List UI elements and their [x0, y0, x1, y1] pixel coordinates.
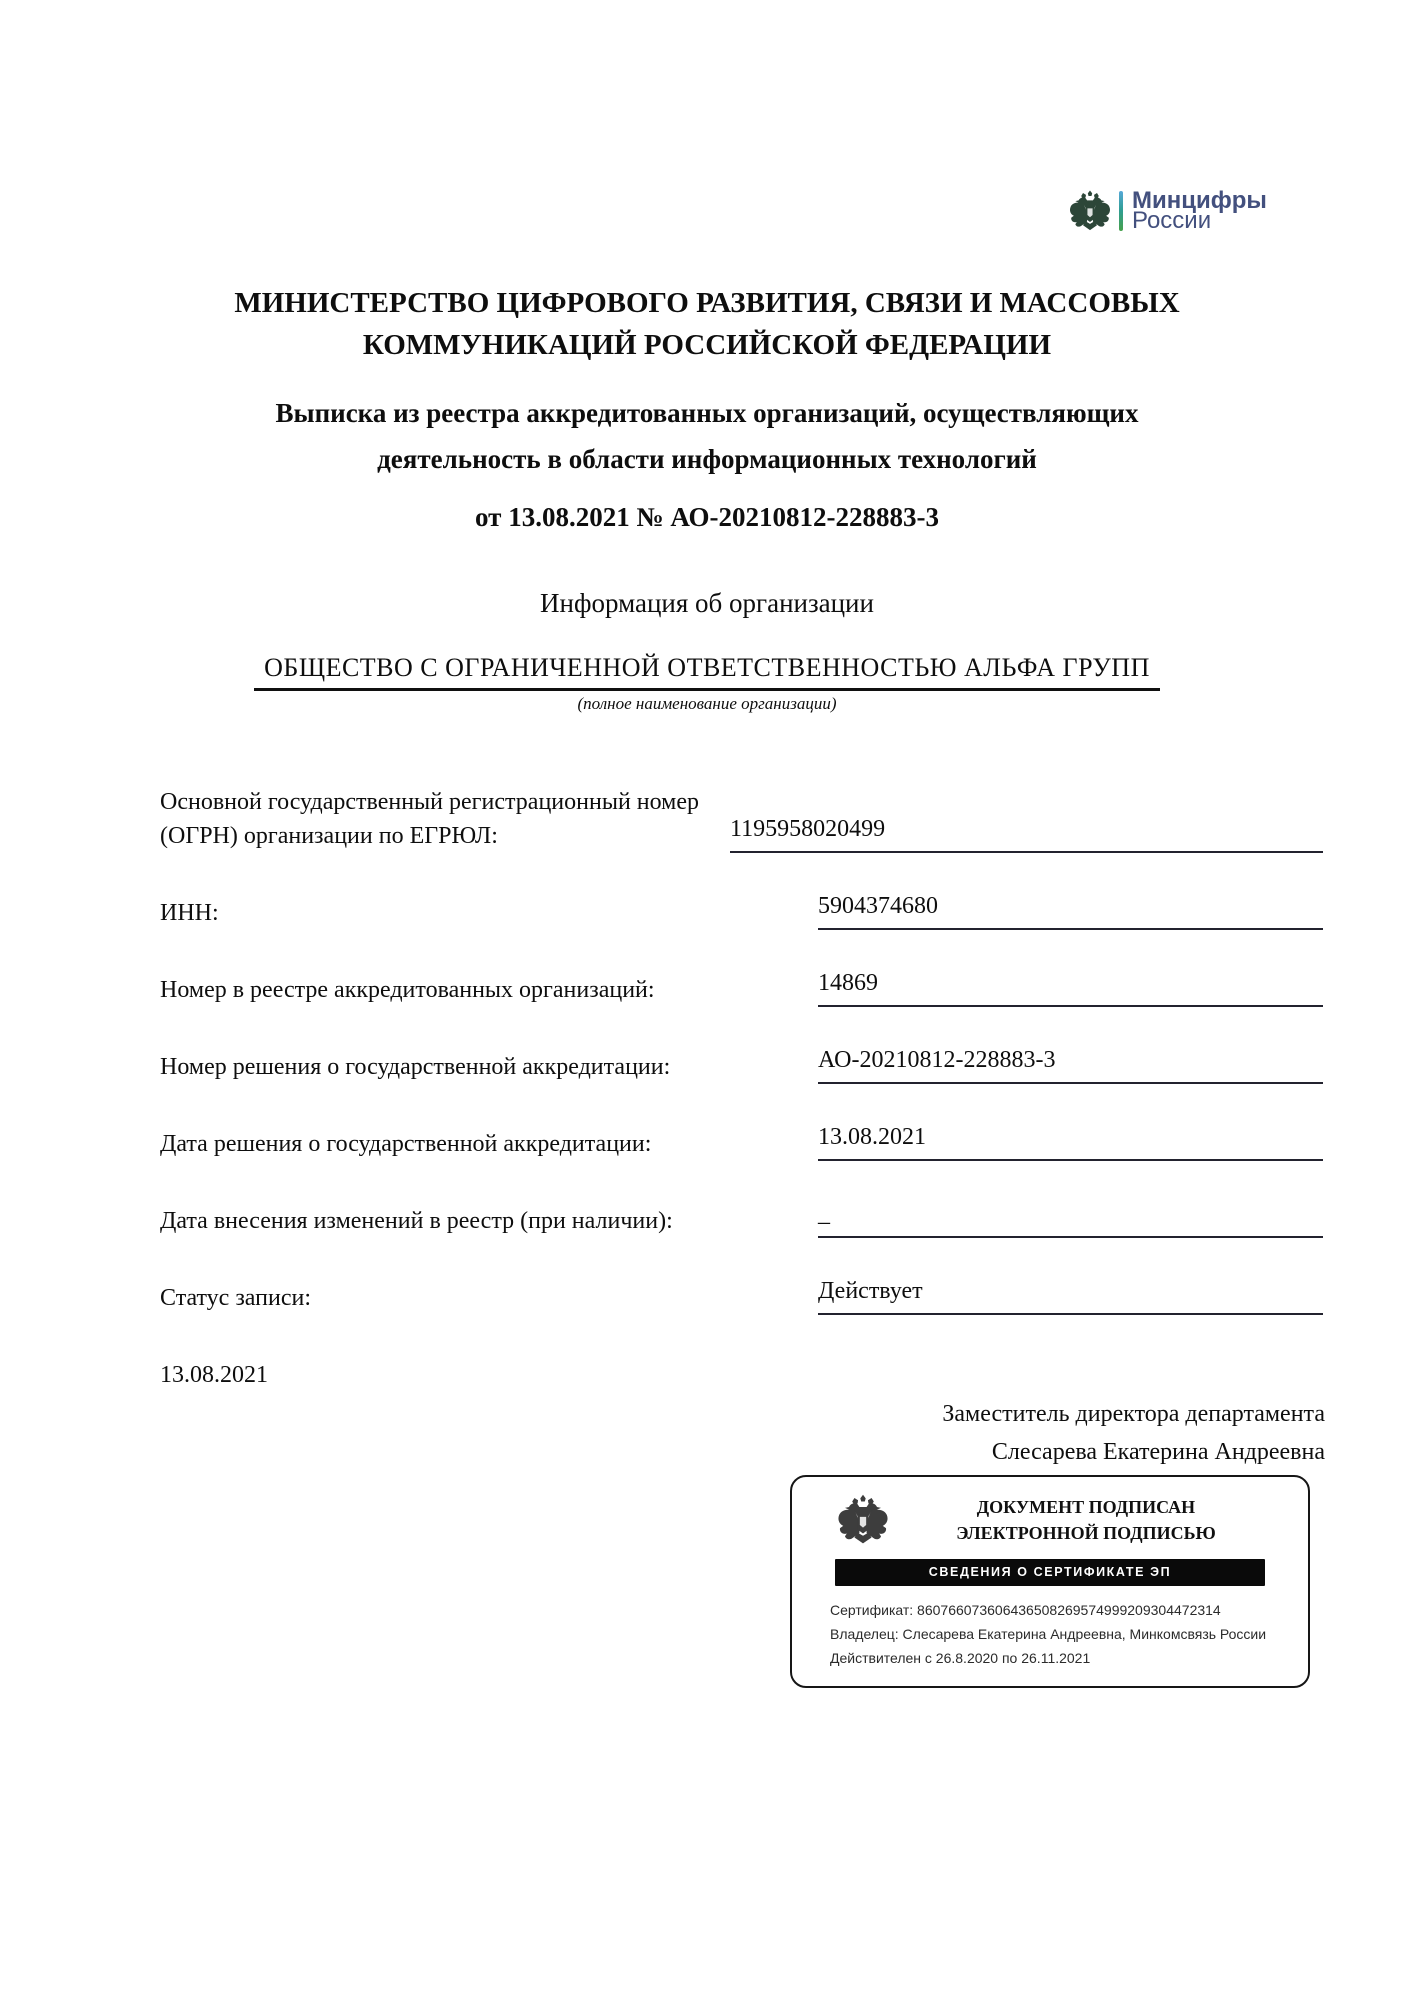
logo-subtitle: России — [1132, 207, 1212, 234]
mincifry-logo — [1068, 188, 1267, 234]
signer-position: Заместитель директора департамента — [942, 1401, 1325, 1427]
field-row-ogrn — [160, 785, 1323, 853]
field-label: Номер решения о государственной аккредитации: — [160, 1054, 671, 1080]
field-label: Основной государственный регистрационный номер (ОГРН) организации по ЕГРЮЛ: — [160, 789, 700, 849]
certificate-details — [830, 1598, 1286, 1670]
logo-divider — [1119, 191, 1123, 231]
certificate-owner-line: Владелец: Слесарева Екатерина Андреевна, Минкомсвязь России — [830, 1626, 1267, 1642]
field-value: 14869 — [818, 968, 1323, 1007]
signer-name: Слесарева Екатерина Андреевна — [991, 1439, 1325, 1465]
coat-of-arms-icon — [836, 1491, 890, 1549]
field-row-change-date — [160, 1199, 1323, 1238]
field-value: _ — [818, 1199, 1323, 1238]
coat-of-arms-icon — [1068, 188, 1112, 234]
fields-table — [160, 785, 1323, 1315]
field-row-record-status — [160, 1276, 1323, 1315]
section-title: Информация об организации — [540, 588, 874, 618]
field-label: Дата внесения изменений в реестр (при наличии): — [160, 1208, 673, 1234]
ministry-name: МИНИСТЕРСТВО ЦИФРОВОГО РАЗВИТИЯ, СВЯЗИ И МАССОВЫХ КОММУНИКАЦИЙ РОССИЙСКОЙ ФЕДЕРАЦИИ — [234, 287, 1180, 361]
document-number-line: от 13.08.2021 № АО-20210812-228883-3 — [475, 502, 939, 532]
field-value: 5904374680 — [818, 891, 1323, 930]
field-label: Дата решения о государственной аккредитации: — [160, 1131, 652, 1157]
field-value: 1195958020499 — [730, 814, 1323, 853]
field-label: ИНН: — [160, 900, 219, 926]
field-value: АО-20210812-228883-3 — [818, 1045, 1323, 1084]
field-row-registry-number — [160, 968, 1323, 1007]
field-row-decision-date — [160, 1122, 1323, 1161]
signer-block — [0, 1395, 1325, 1471]
document-title: Выписка из реестра аккредитованных организаций, осуществляющих деятельность в области информационных технологий — [275, 398, 1139, 474]
organization-full-name: ОБЩЕСТВО С ОГРАНИЧЕННОЙ ОТВЕТСТВЕННОСТЬЮ АЛЬФА ГРУПП — [254, 652, 1160, 691]
certificate-validity-line: Действителен с 26.8.2020 по 26.11.2021 — [830, 1650, 1091, 1666]
stamp-title — [890, 1494, 1282, 1546]
certificate-info-bar: СВЕДЕНИЯ О СЕРТИФИКАТЕ ЭП — [835, 1559, 1265, 1586]
field-row-decision-number — [160, 1045, 1323, 1084]
certificate-number-line: Сертификат: 860766073606436508269574999209304472314 — [830, 1602, 1221, 1618]
logo-title: Минцифры — [1132, 187, 1267, 214]
logo-text — [1132, 187, 1267, 234]
field-value: Действует — [818, 1276, 1323, 1315]
organization-name-caption: (полное наименование организации) — [577, 694, 837, 713]
field-label: Статус записи: — [160, 1285, 311, 1311]
field-label: Номер в реестре аккредитованных организаций: — [160, 977, 655, 1003]
field-value: 13.08.2021 — [818, 1122, 1323, 1161]
document-date: 13.08.2021 — [160, 1362, 268, 1388]
field-row-inn — [160, 891, 1323, 930]
stamp-title-line2: ЭЛЕКТРОННОЙ ПОДПИСЬЮ — [956, 1523, 1216, 1543]
e-signature-stamp — [790, 1475, 1310, 1688]
stamp-title-line1: ДОКУМЕНТ ПОДПИСАН — [976, 1497, 1196, 1517]
